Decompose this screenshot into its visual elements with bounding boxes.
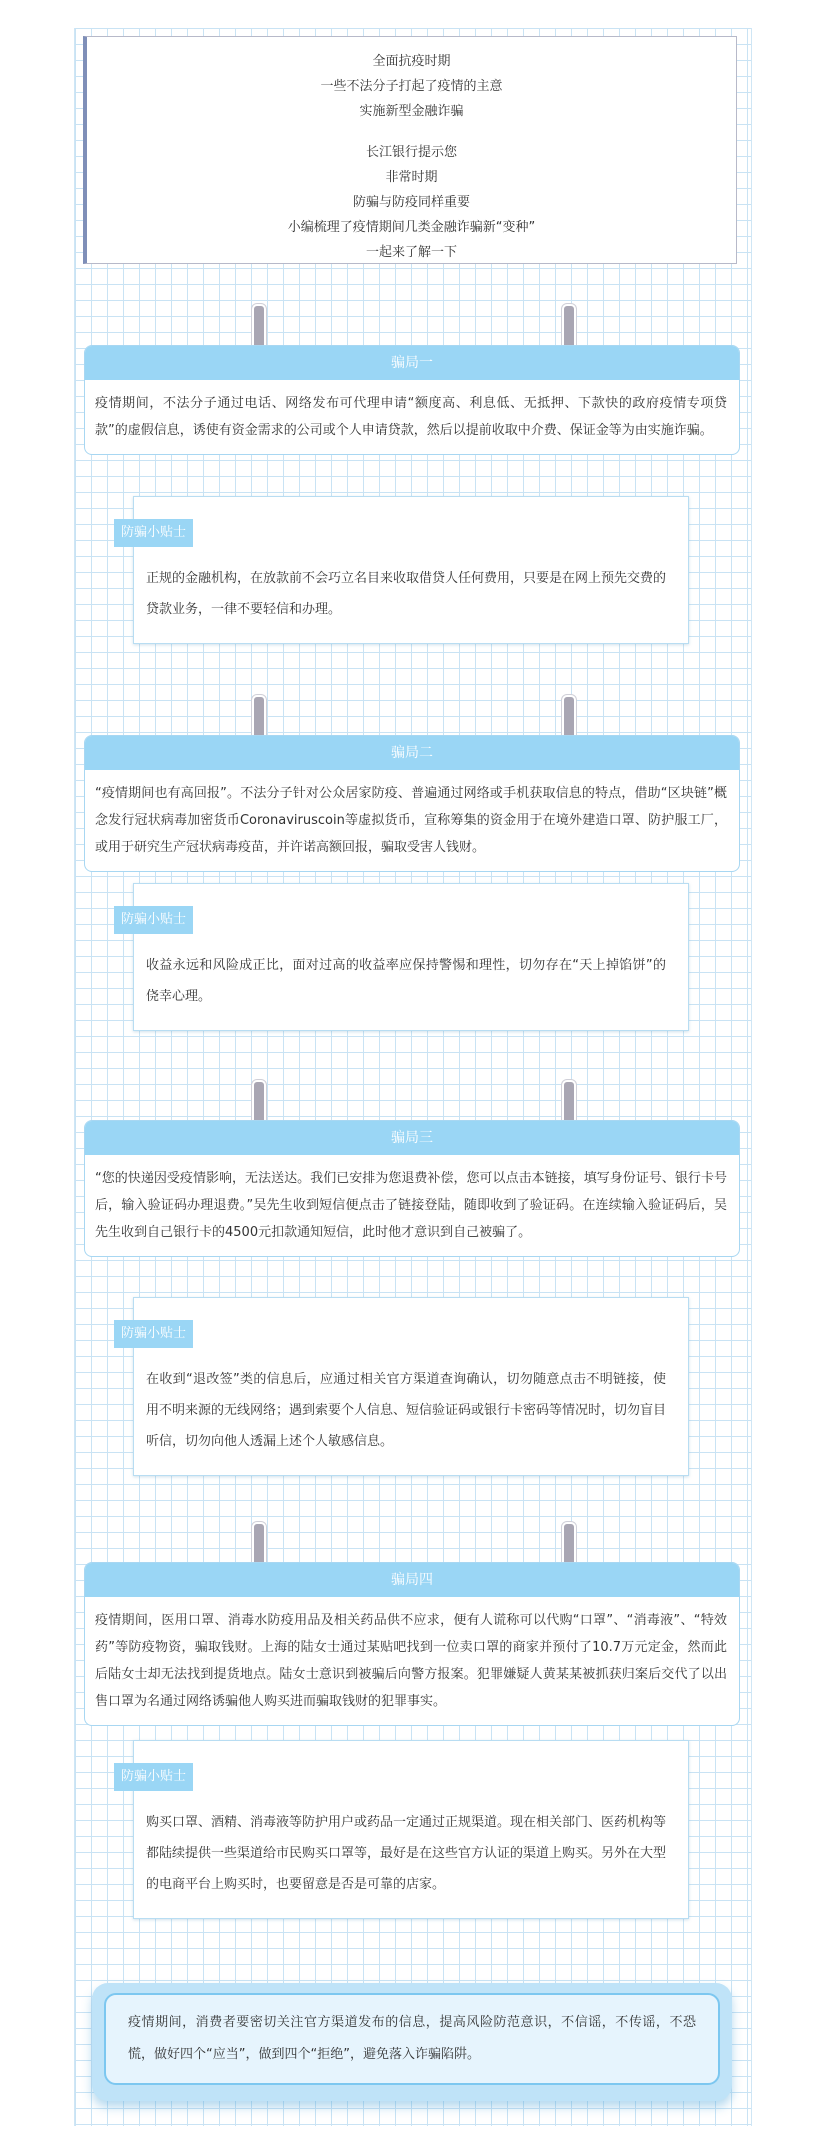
- tip-card-2: [121, 883, 689, 1031]
- scam-title: 骗局三: [85, 1121, 739, 1155]
- tip-card-1: [121, 496, 689, 644]
- summary-text: 疫情期间，消费者要密切关注官方渠道发布的信息，提高风险防范意识，不信谣，不传谣，不恐慌，做好四个“应当”，做到四个“拒绝”，避免落入诈骗陷阱。: [104, 1993, 720, 2085]
- scam-title: 骗局一: [85, 346, 739, 380]
- tip-text: 正规的金融机构，在放款前不会巧立名目来收取借贷人任何费用，只要是在网上预先交费的贷款业务，一律不要轻信和办理。: [146, 571, 667, 617]
- summary-box: [92, 1983, 732, 2101]
- tip-text: 购买口罩、酒精、消毒液等防护用户或药品一定通过正规渠道。现在相关部门、医药机构等都陆续提供一些渠道给市民购买口罩等，最好是在这些官方认证的渠道上购买。另外在大型的电商平台上购买时，也要留意是否是可靠的店家。: [146, 1815, 667, 1892]
- tip-label: 防骗小贴士: [114, 1320, 193, 1348]
- scam-title: 骗局二: [85, 736, 739, 770]
- intro-line: 防骗与防疫同样重要: [352, 195, 470, 210]
- scam-description: “您的快递因受疫情影响，无法送达。我们已安排为您退费补偿，您可以点击本链接，填写身份证号、银行卡号后，输入验证码办理退费。”吴先生收到短信便点击了链接登陆，随即收到了验证码。在连续输入验证码后，吴先生收到自己银行卡的4500元扣款通知短信，此时他才意识到自己被骗了。: [95, 1171, 727, 1240]
- scam-title: 骗局四: [85, 1563, 739, 1597]
- tip-label: 防骗小贴士: [114, 906, 193, 934]
- scam-card-3: [84, 1120, 740, 1257]
- scam-card-1: [84, 345, 740, 455]
- intro-line: 非常时期: [385, 170, 438, 185]
- scam-description: “疫情期间也有高回报”。不法分子针对公众居家防疫、普遍通过网络或手机获取信息的特点，借助“区块链”概念发行冠状病毒加密货币Coronaviruscoin等虚拟货币，宣称筹集的资金用于在境外建造口罩、防护服工厂，或用于研究生产冠状病毒疫苗，并许诺高额回报，骗取受害人钱财。: [95, 786, 727, 855]
- intro-line: 全面抗疫时期: [372, 54, 451, 69]
- intro-line: 小编梳理了疫情期间几类金融诈骗新“变种”: [287, 220, 536, 235]
- intro-line: 一起来了解一下: [365, 245, 457, 260]
- scam-description: 疫情期间，不法分子通过电话、网络发布可代理申请“额度高、利息低、无抵押、下款快的政府疫情专项贷款”的虚假信息，诱使有资金需求的公司或个人申请贷款，然后以提前收取中介费、保证金等为由实施诈骗。: [95, 396, 727, 438]
- tip-text: 在收到“退改签”类的信息后，应通过相关官方渠道查询确认，切勿随意点击不明链接，使用不明来源的无线网络；遇到索要个人信息、短信验证码或银行卡密码等情况时，切勿盲目听信，切勿向他人透漏上述个人敏感信息。: [146, 1372, 667, 1449]
- tip-text: 收益永远和风险成正比，面对过高的收益率应保持警惕和理性，切勿存在“天上掉馅饼”的侥幸心理。: [146, 958, 666, 1004]
- intro-box: [83, 36, 737, 264]
- scam-card-2: [84, 735, 740, 872]
- intro-line: 实施新型金融诈骗: [359, 104, 464, 119]
- tip-card-4: [121, 1740, 689, 1919]
- intro-line: 一些不法分子打起了疫情的主意: [320, 79, 503, 94]
- tip-label: 防骗小贴士: [114, 1763, 193, 1791]
- scam-card-4: [84, 1562, 740, 1726]
- tip-card-3: [121, 1297, 689, 1476]
- intro-line: 长江银行提示您: [365, 145, 457, 160]
- scam-description: 疫情期间，医用口罩、消毒水防疫用品及相关药品供不应求，便有人谎称可以代购“口罩”、“消毒液”、“特效药”等防疫物资，骗取钱财。上海的陆女士通过某贴吧找到一位卖口罩的商家并预付了10.7万元定金，然而此后陆女士却无法找到提货地点。陆女士意识到被骗后向警方报案。犯罪嫌疑人黄某某被抓获归案后交代了以出售口罩为名通过网络诱骗他人购买进而骗取钱财的犯罪事实。: [95, 1613, 727, 1709]
- tip-label: 防骗小贴士: [114, 519, 193, 547]
